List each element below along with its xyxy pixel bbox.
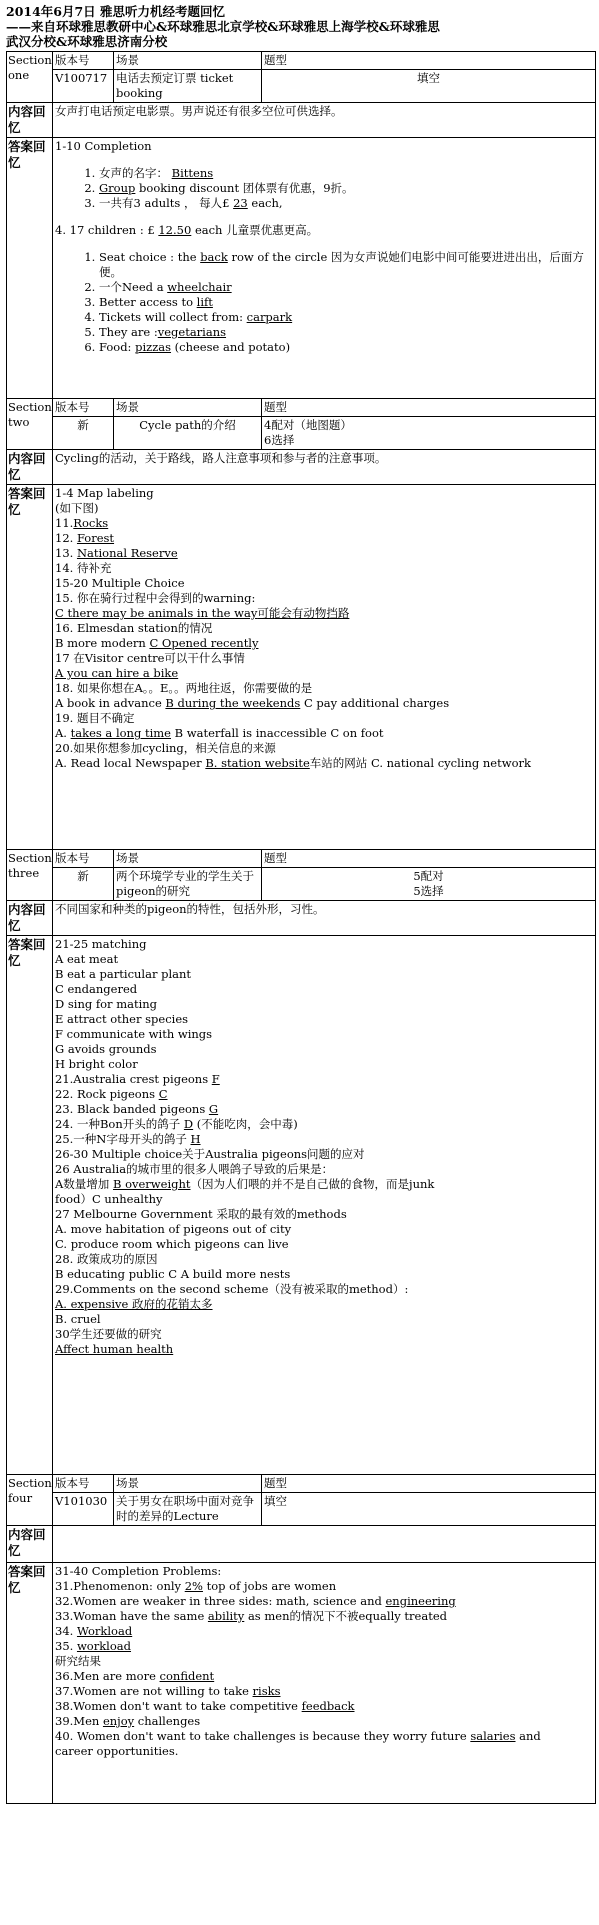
answer-key: salaries (470, 1729, 516, 1743)
answer-item (99, 310, 593, 325)
answer-recall-label: 答案回忆 (7, 936, 53, 1475)
section-number: two (8, 415, 30, 429)
section-number: one (8, 68, 30, 82)
answer-line (55, 1624, 593, 1639)
answer-key: confident (159, 1669, 215, 1683)
answer-text: booking discount 团体票有优惠，9折。 (135, 181, 354, 195)
answers-list-2 (55, 250, 593, 355)
title-line-3: 武汉分校&环球雅思济南分校 (6, 34, 168, 49)
answer-item (99, 340, 593, 355)
answer-text: A. Read local Newspaper (55, 756, 206, 770)
answer-line: C. produce room which pigeons can live (55, 1237, 289, 1251)
answer-line: 29.Comments on the second scheme（没有被采取的method）: (55, 1282, 409, 1296)
section-number: three (8, 866, 40, 880)
answer-line (55, 726, 593, 741)
section-2-scene: Cycle path的介绍 (114, 417, 262, 450)
scene-header: 场景 (114, 850, 262, 868)
answer-text: 女声的名字： (99, 166, 172, 180)
answer-text: 33.Woman have the same (55, 1609, 208, 1623)
answer-option: B eat a particular plant (55, 967, 192, 981)
answer-text: 车站的网站 C. national cycling network (309, 756, 531, 770)
answer-item (99, 325, 593, 340)
answer-line (55, 1117, 593, 1132)
answer-line (55, 1699, 593, 1714)
answer-text: 22. Rock pigeons (55, 1087, 159, 1101)
answer-key: back (200, 250, 228, 264)
answer-text: 23. Black banded pigeons (55, 1102, 209, 1116)
answer-text: (不能吃肉，会中毒) (193, 1117, 298, 1131)
answer-text: A book in advance (55, 696, 166, 710)
answer-text: Better access to (99, 295, 197, 309)
answer-line: 30学生还要做的研究 (55, 1327, 162, 1341)
section-1-scene: 电话去预定订票 ticket booking (114, 70, 262, 103)
answer-key: B during the weekends (165, 696, 301, 710)
section-3-version: 新 (53, 868, 114, 901)
answer-key: F (211, 1072, 220, 1086)
type-header: 题型 (262, 399, 596, 417)
section-4-content (53, 1526, 596, 1563)
answer-line (55, 606, 593, 621)
answer-text: Tickets will collect from: (99, 310, 247, 324)
answer-line: A. move habitation of pigeons out of city (55, 1222, 292, 1236)
version-header: 版本号 (53, 52, 114, 70)
section-1-type: 填空 (262, 70, 596, 103)
section-3-scene: 两个环境学专业的学生关于pigeon的研究 (114, 868, 262, 901)
answer-option: H bright color (55, 1057, 138, 1071)
type-part: 6选择 (264, 433, 295, 447)
section-3-label (7, 850, 53, 901)
section-4-header-row (7, 1475, 596, 1493)
answer-text: 可能会有动物挡路 (257, 606, 350, 620)
answer-text: each 儿童票优惠更高。 (191, 223, 319, 237)
answer-line (55, 1177, 593, 1192)
content-recall-label: 内容回忆 (7, 1526, 53, 1563)
answer-line: 28. 政策成功的原因 (55, 1252, 158, 1266)
answer-text: They are : (99, 325, 158, 339)
type-header: 题型 (262, 1475, 596, 1493)
answer-text: (cheese and potato) (171, 340, 291, 354)
answer-text: 24. 一种Bon开头的鸽子 (55, 1117, 184, 1131)
answer-text: A. (55, 726, 71, 740)
section-4-type: 填空 (262, 1493, 596, 1526)
answer-text: top of jobs are women (202, 1579, 337, 1593)
answer-line: 17 在Visitor centre可以干什么事情 (55, 651, 245, 665)
answer-text: Seat choice : the (99, 250, 201, 264)
answer-line: 19. 题目不确定 (55, 711, 135, 725)
section-1-content: 女声打电话预定电影票。男声说还有很多空位可供选择。 (53, 103, 596, 138)
version-header: 版本号 (53, 850, 114, 868)
answer-text: 32.Women are weaker in three sides: math, science and (55, 1594, 386, 1608)
answer-key: pizzas (135, 340, 172, 354)
answer-line (55, 1669, 593, 1684)
section-2-label (7, 399, 53, 450)
answer-text: 13. (55, 546, 77, 560)
answer-line: B educating public C A build more nests (55, 1267, 291, 1281)
type-header: 题型 (262, 850, 596, 868)
answer-item (99, 196, 593, 211)
answer-key: workload (76, 1639, 132, 1653)
answer-text: 一个Need a (99, 280, 168, 294)
answer-line: B. cruel (55, 1312, 101, 1326)
answer-line (55, 636, 593, 651)
answer-line: 18. 如果你想在A。。E。。两地往返，你需要做的是 (55, 681, 313, 695)
answer-text: （因为人们喂的并不是自己做的食物，而是junk (190, 1177, 435, 1191)
section-2-content: Cycling的活动，关于路线，路人注意事项和参与者的注意事项。 (53, 450, 596, 485)
section-1-version: V100717 (53, 70, 114, 103)
answer-key: National Reserve (76, 546, 178, 560)
answer-key: Bittens (171, 166, 214, 180)
answer-line: 27 Melbourne Government 采取的最有效的methods (55, 1207, 347, 1221)
answer-item (99, 250, 593, 280)
answer-line: career opportunities. (55, 1744, 179, 1758)
answer-option: C endangered (55, 982, 138, 996)
answer-text: Food: (99, 340, 136, 354)
section-1-label (7, 52, 53, 103)
answer-line: 15-20 Multiple Choice (55, 576, 185, 590)
answer-text: 40. Women don't want to take challenges is because they worry future (55, 1729, 471, 1743)
answer-text: each, (247, 196, 283, 210)
answer-key: enjoy (102, 1714, 135, 1728)
answer-text: B waterfall is inaccessible C on foot (170, 726, 384, 740)
answer-line: (如下图) (55, 501, 99, 515)
section-4-label (7, 1475, 53, 1526)
answer-text: row of the circle 因为女声说她们电影中间可能要进进出出，后面方便。 (99, 250, 584, 279)
version-header: 版本号 (53, 1475, 114, 1493)
section-3-answers (53, 936, 596, 1475)
answer-text: challenges (134, 1714, 201, 1728)
answer-line: 研究结果 (55, 1654, 101, 1668)
answer-line (55, 1102, 593, 1117)
answer-option: D sing for mating (55, 997, 158, 1011)
answer-key: Forest (76, 531, 115, 545)
answer-line (55, 696, 593, 711)
answer-line: 21-25 matching (55, 937, 147, 951)
answer-text: 21.Australia crest pigeons (55, 1072, 212, 1086)
answer-key: lift (196, 295, 213, 309)
section-word: Section (8, 1476, 52, 1490)
answer-line: 14. 待补充 (55, 561, 112, 575)
section-3-info-row (7, 868, 596, 901)
section-4-answers (53, 1563, 596, 1804)
answers-list-1 (55, 166, 593, 211)
section-1-header-row (7, 52, 596, 70)
answer-line (55, 1579, 593, 1594)
answer-line (55, 531, 593, 546)
type-part: 5配对 (413, 869, 444, 883)
section-3-answer-row (7, 936, 596, 1475)
answer-key: C (158, 1087, 168, 1101)
answer-key: C Opened recently (149, 636, 259, 650)
section-4-content-row (7, 1526, 596, 1563)
section-4-answer-row (7, 1563, 596, 1804)
answer-line (55, 1729, 593, 1744)
answer-key: risks (252, 1684, 281, 1698)
answer-item (99, 280, 593, 295)
section-3-content-row (7, 901, 596, 936)
answer-line: 26-30 Multiple choice关于Australia pigeons问题的应对 (55, 1147, 365, 1161)
version-header: 版本号 (53, 399, 114, 417)
answers-heading: 1-10 Completion (55, 139, 152, 153)
section-2-answer-row (7, 485, 596, 850)
answer-line (55, 756, 593, 771)
answer-item (99, 295, 593, 310)
answer-key: D (183, 1117, 194, 1131)
answer-key: C there may be animals in the way (55, 606, 258, 620)
answer-text: 35. (55, 1639, 77, 1653)
scene-header: 场景 (114, 52, 262, 70)
section-2-header-row (7, 399, 596, 417)
title-line-2: ——来自环球雅思教研中心&环球雅思北京学校&环球雅思上海学校&环球雅思 (6, 19, 440, 34)
answer-item (99, 181, 593, 196)
answer-text: 39.Men (55, 1714, 103, 1728)
section-1-content-row (7, 103, 596, 138)
answer-key: Rocks (73, 516, 109, 530)
section-word: Section (8, 851, 52, 865)
answer-item (99, 166, 593, 181)
answer-key: vegetarians (157, 325, 227, 339)
section-2-version: 新 (53, 417, 114, 450)
answer-text: 4. 17 children : £ (55, 223, 159, 237)
section-3-type (262, 868, 596, 901)
answer-text: 37.Women are not willing to take (55, 1684, 253, 1698)
answer-line: 16. Elmesdan station的情况 (55, 621, 213, 635)
answer-line: 20.如果你想参加cycling，相关信息的来源 (55, 741, 276, 755)
answer-recall-label: 答案回忆 (7, 138, 53, 399)
answer-key: 12.50 (158, 223, 192, 237)
answer-key: takes a long time (70, 726, 171, 740)
answer-line (55, 1594, 593, 1609)
answer-option: G avoids grounds (55, 1042, 157, 1056)
answer-line: 1-4 Map labeling (55, 486, 154, 500)
answer-text: 38.Women don't want to take competitive (55, 1699, 302, 1713)
type-part: 5选择 (413, 884, 444, 898)
answer-text: 一共有3 adults ， 每人£ (99, 196, 234, 210)
answer-line: 31-40 Completion Problems: (55, 1564, 222, 1578)
answer-key: engineering (385, 1594, 456, 1608)
answer-line (55, 223, 593, 238)
type-part: 4配对（地图题） (264, 418, 352, 432)
answer-line (55, 1297, 593, 1312)
section-2-type (262, 417, 596, 450)
section-4-scene: 关于男女在职场中面对竞争时的差异的Lecture (114, 1493, 262, 1526)
answer-key: wheelchair (167, 280, 232, 294)
listening-recall-table (6, 51, 596, 1804)
answer-key: B. station website (205, 756, 310, 770)
section-word: Section (8, 53, 52, 67)
answer-key: G (208, 1102, 219, 1116)
content-recall-label: 内容回忆 (7, 103, 53, 138)
answer-key: Group (99, 181, 136, 195)
answer-line (55, 1684, 593, 1699)
section-2-content-row (7, 450, 596, 485)
section-number: four (8, 1491, 33, 1505)
answer-line (55, 1132, 593, 1147)
answer-text: as men的情况下不被equally treated (244, 1609, 447, 1623)
answer-key: H (190, 1132, 201, 1146)
section-1-answers (53, 138, 596, 399)
answer-text: 36.Men are more (55, 1669, 160, 1683)
answer-recall-label: 答案回忆 (7, 1563, 53, 1804)
answer-text: C pay additional charges (300, 696, 450, 710)
section-1-info-row (7, 70, 596, 103)
answer-line (55, 516, 593, 531)
answer-key: ability (207, 1609, 245, 1623)
answer-line (55, 1714, 593, 1729)
answer-line: 26 Australia的城市里的很多人喂鸽子导致的后果是： (55, 1162, 334, 1176)
section-4-version: V101030 (53, 1493, 114, 1526)
answer-key: Workload (76, 1624, 133, 1638)
title-line-1: 2014年6月7日 雅思听力机经考题回忆 (6, 4, 226, 19)
section-2-answers (53, 485, 596, 850)
answer-key: Affect human health (55, 1342, 174, 1356)
answer-key: 23 (233, 196, 248, 210)
scene-header: 场景 (114, 399, 262, 417)
answer-text: 34. (55, 1624, 77, 1638)
answer-text: 12. (55, 531, 77, 545)
answer-line (55, 546, 593, 561)
answer-line (55, 666, 593, 681)
answer-line (55, 1639, 593, 1654)
answer-line (55, 1087, 593, 1102)
section-3-header-row (7, 850, 596, 868)
answer-option: F communicate with wings (55, 1027, 213, 1041)
section-1-answer-row (7, 138, 596, 399)
answer-option: A eat meat (55, 952, 119, 966)
answer-text: B more modern (55, 636, 150, 650)
document (6, 4, 595, 1804)
answer-text: and (515, 1729, 541, 1743)
answer-key: B overweight (112, 1177, 191, 1191)
answer-option: E attract other species (55, 1012, 189, 1026)
answer-text: 11. (55, 516, 74, 530)
section-word: Section (8, 400, 52, 414)
content-recall-label: 内容回忆 (7, 901, 53, 936)
section-3-content: 不同国家和种类的pigeon的特性，包括外形，习性。 (53, 901, 596, 936)
answer-key: A. expensive 政府的花销太多 (55, 1297, 213, 1311)
answer-key: carpark (246, 310, 293, 324)
answer-key: A you can hire a bike (55, 666, 179, 680)
doc-title (6, 4, 595, 49)
section-2-info-row (7, 417, 596, 450)
answer-key: feedback (301, 1699, 355, 1713)
answer-text: A数量增加 (55, 1177, 113, 1191)
answer-recall-label: 答案回忆 (7, 485, 53, 850)
answer-line (55, 1072, 593, 1087)
answer-line (55, 1609, 593, 1624)
answer-line (55, 1342, 593, 1357)
answer-line: food）C unhealthy (55, 1192, 163, 1206)
section-4-info-row (7, 1493, 596, 1526)
answer-line: 15. 你在骑行过程中会得到的warning: (55, 591, 256, 605)
answer-key: 2% (184, 1579, 203, 1593)
scene-header: 场景 (114, 1475, 262, 1493)
answer-text: 31.Phenomenon: only (55, 1579, 185, 1593)
content-recall-label: 内容回忆 (7, 450, 53, 485)
answer-text: 25.一种N字母开头的鸽子 (55, 1132, 191, 1146)
type-header: 题型 (262, 52, 596, 70)
